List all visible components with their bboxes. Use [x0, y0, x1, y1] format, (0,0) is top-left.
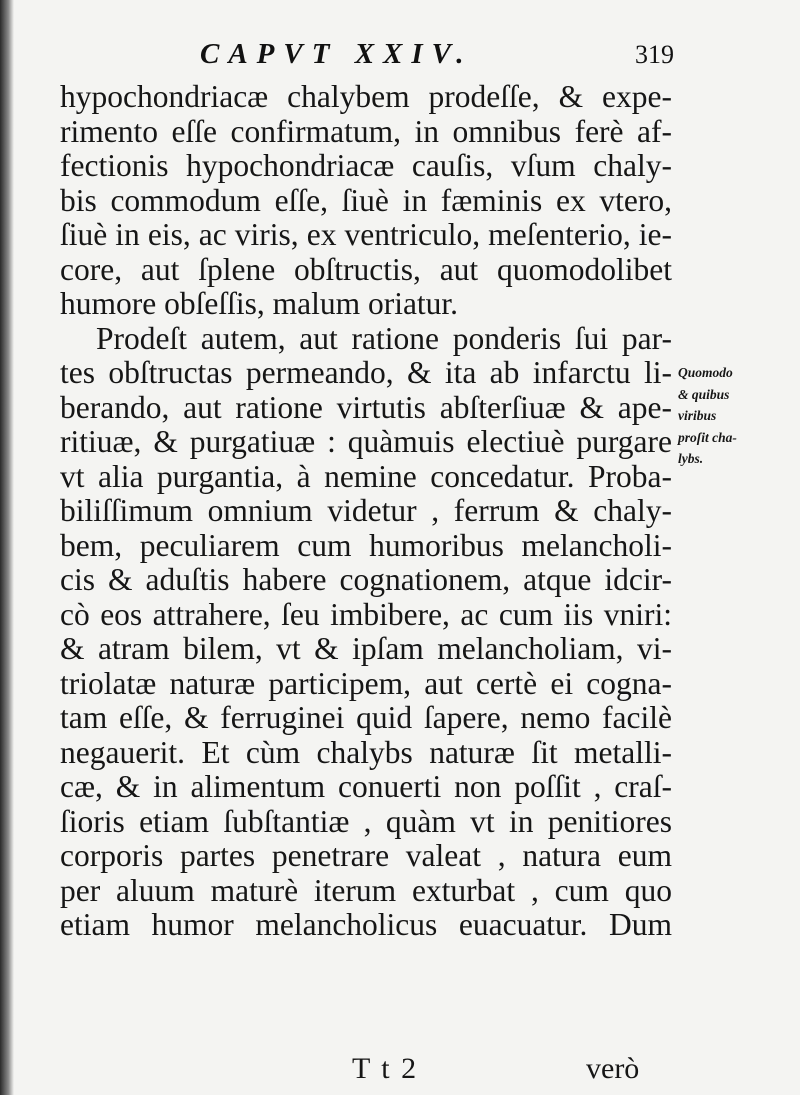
marginal-note-line: viribus [678, 408, 717, 423]
marginal-note-line: Quomodo [678, 365, 733, 380]
text-line: berando, aut ratione virtutis abſterſiuæ & ape- [60, 389, 672, 425]
text-line: vt alia purgantia, à nemine concedatur. Proba- [60, 458, 672, 494]
text-line: per aluum maturè iterum exturbat , cum quo [60, 872, 672, 908]
marginal-note-line: proſit cha- [678, 429, 737, 445]
marginal-note-line: & quibus [678, 386, 730, 402]
text-line: negauerit. Et cùm chalybs naturæ ſit metalli- [60, 734, 672, 770]
text-line: biliſſimum omnium videtur , ferrum & chaly- [60, 493, 672, 528]
text-line: rimento eſſe confirmatum, in omnibus ferè af- [60, 113, 672, 149]
paragraph-start-line: Prodeſt autem, aut ratione ponderis ſui par- [96, 320, 672, 356]
text-line: fectionis hypochondriacæ cauſis, vſum chaly- [60, 148, 672, 183]
text-line: etiam humor melancholicus euacuatur. Dum [60, 907, 672, 942]
text-line: cæ, & in alimentum conuerti non poſſit , craſ- [60, 769, 672, 804]
text-line: & atram bilem, vt & ipſam melancholiam, vi- [60, 631, 672, 666]
binding-shadow [0, 0, 14, 1095]
text-line: cò eos attrahere, ſeu imbibere, ac cum iis vniri: [60, 596, 672, 632]
text-line: core, aut ſplene obſtructis, aut quomodolibet [60, 251, 672, 287]
page-footer [0, 1052, 800, 1092]
text-line: cis & aduſtis habere cognationem, atque idcir- [60, 562, 672, 597]
page-number: 319 [635, 40, 674, 69]
body-text [60, 80, 672, 943]
marginal-note-line: lybs. [678, 451, 704, 466]
text-line: triolatæ naturæ participem, aut certè ei cogna- [60, 665, 672, 701]
running-title: CAPVT XXIV. [200, 38, 473, 70]
text-line: tam eſſe, & ferruginei quid ſapere, nemo facilè [60, 700, 672, 735]
text-line: hypochondriacæ chalybem prodeſſe, & expe- [60, 79, 672, 114]
marginal-note [678, 362, 778, 470]
text-line: tes obſtructas permeando, & ita ab infarctu li- [60, 355, 672, 390]
text-line: bis commodum eſſe, ſiuè in fæminis ex vtero, [60, 182, 672, 218]
text-line: bem, peculiarem cum humoribus melancholi- [60, 527, 672, 563]
text-line: ſiuè in eis, ac viris, ex ventriculo, meſenterio, ie- [60, 217, 672, 252]
page-header [200, 38, 674, 78]
text-line: ſioris etiam ſubſtantiæ , quàm vt in penitiores [60, 803, 672, 839]
text-line: corporis partes penetrare valeat , natura eum [60, 838, 672, 873]
catchword: verò [586, 1052, 640, 1085]
text-line: ritiuæ, & purgatiuæ : quàmuis electiuè purgare [60, 424, 672, 459]
text-line: humore obſeſſis, malum oriatur. [60, 286, 459, 321]
signature-mark: T t 2 [352, 1052, 419, 1085]
